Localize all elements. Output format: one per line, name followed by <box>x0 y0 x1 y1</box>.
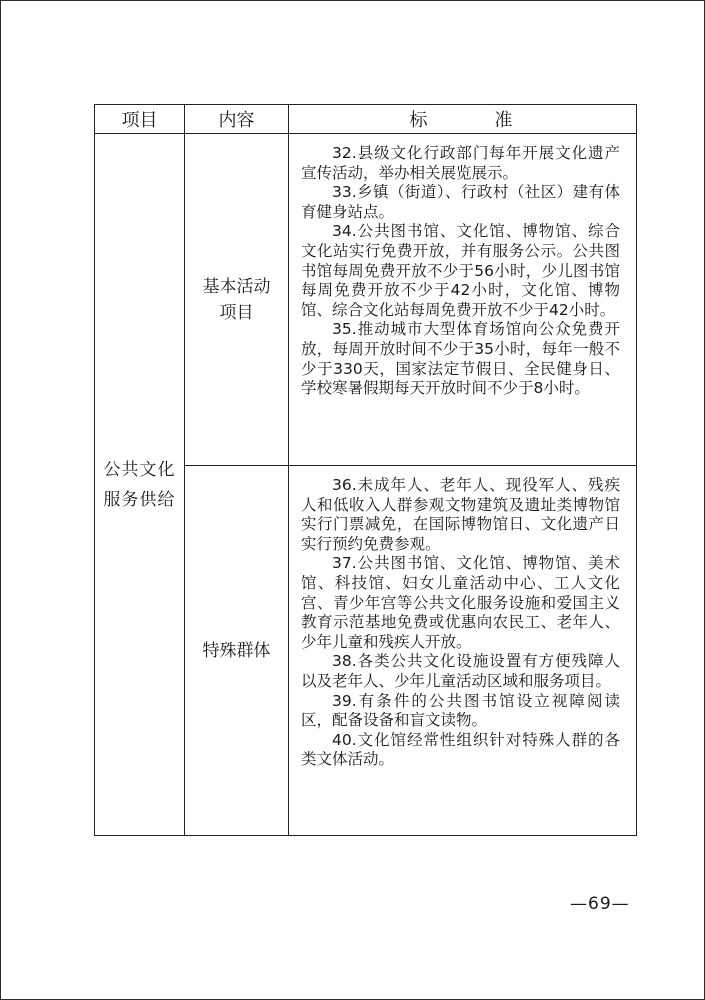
header-standard-char-1: 标 <box>409 110 431 131</box>
standard-item-32: 32.县级文化行政部门每年开展文化遗产宣传活动，举办相关展览展示。 <box>301 144 620 182</box>
category-line-1: 公共文化 <box>103 459 176 480</box>
subcategory-special-groups <box>185 466 289 836</box>
category-line-2: 服务供给 <box>103 489 176 510</box>
subcategory-line-2: 项目 <box>219 302 254 323</box>
standard-item-40: 40.文化馆经常性组织针对特殊人群的各类文体活动。 <box>301 730 620 769</box>
header-standard-char-2: 准 <box>494 110 516 131</box>
category-cell <box>95 134 185 836</box>
subcategory-basic-activities <box>185 134 289 466</box>
header-content: 内容 <box>185 105 289 134</box>
subcategory-line-1: 特殊群体 <box>202 640 271 661</box>
standards-cell-basic <box>289 134 637 466</box>
page-number: —69— <box>570 894 630 914</box>
table-header-row <box>95 105 637 134</box>
table-row <box>95 134 637 466</box>
header-item: 项目 <box>95 105 185 134</box>
standard-item-38: 38.各类公共文化设施设置有方便残障人以及老年人、少年儿童活动区域和服务项目。 <box>301 652 620 690</box>
standard-item-36: 36.未成年人、老年人、现役军人、残疾人和低收入人群参观文物建筑及遗址类博物馆实行门票减免，在国际博物馆日、文化遗产日实行预约免费参观。 <box>301 476 620 553</box>
standards-table <box>94 104 637 836</box>
standard-item-33: 33.乡镇（街道）、行政村（社区）建有体育健身站点。 <box>301 183 620 221</box>
standards-cell-special <box>289 466 637 836</box>
standard-item-34: 34.公共图书馆、文化馆、博物馆、综合文化站实行免费开放，并有服务公示。公共图书馆每周免费开放不少于56小时，少儿图书馆每周免费开放不少于42小时，文化馆、博物馆、综合文化站每周免费开放不少于42小时。 <box>301 222 620 319</box>
standard-item-37: 37.公共图书馆、文化馆、博物馆、美术馆、科技馆、妇女儿童活动中心、工人文化宫、青少年宫等公共文化服务设施和爱国主义教育示范基地免费或优惠向农民工、老年人、少年儿童和残疾人开放。 <box>301 554 620 651</box>
standard-item-35: 35.推动城市大型体育场馆向公众免费开放，每周开放时间不少于35小时，每年一般不少于330天，国家法定节假日、全民健身日、学校寒暑假期每天开放时间不少于8小时。 <box>301 320 620 398</box>
standard-item-39: 39.有条件的公共图书馆设立视障阅读区，配备设备和盲文读物。 <box>301 691 620 730</box>
subcategory-line-1: 基本活动 <box>202 276 271 297</box>
header-standard <box>289 105 637 134</box>
